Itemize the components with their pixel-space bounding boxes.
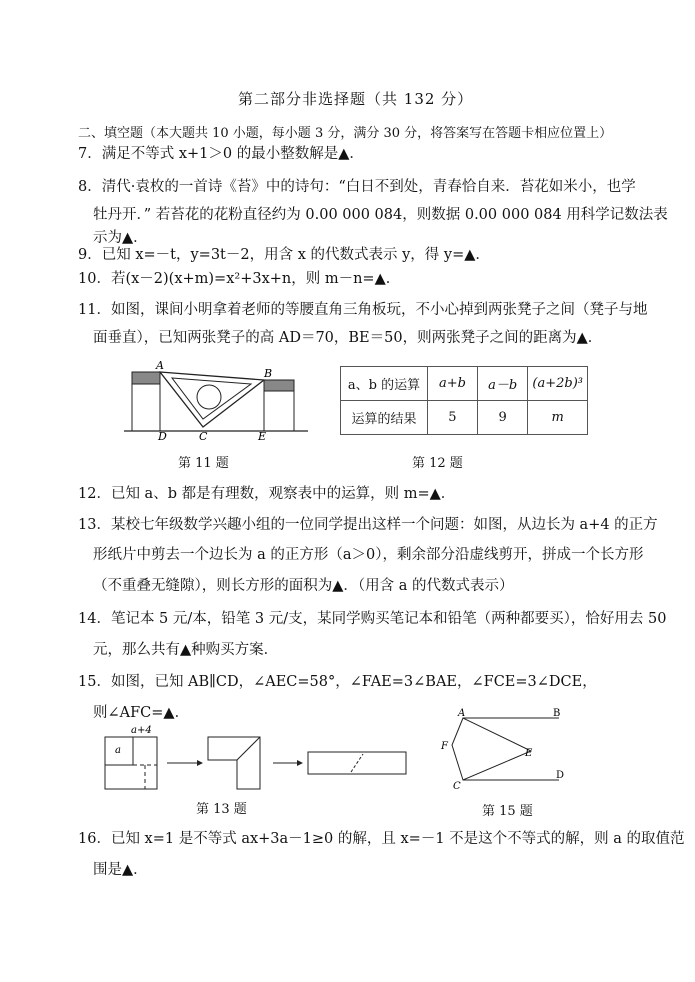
label-e: E xyxy=(258,430,267,443)
left-stool-seat xyxy=(132,372,160,384)
label-c: C xyxy=(453,781,461,792)
question-11-line-1: 11．如图，课间小明拿着老师的等腰直角三角板玩，不小心掉到两张凳子之间（凳子与地 xyxy=(78,302,648,318)
question-7: 7．满足不等式 x+1＞0 的最小整数解是▲． xyxy=(78,146,364,162)
label-a: A xyxy=(458,708,466,719)
question-16-line-1: 16．已知 x=1 是不等式 ax+3a－1≥0 的解，且 x=－1 不是这个不等式的解，则 a 的取值范 xyxy=(78,831,685,847)
label-b: B xyxy=(264,367,273,380)
question-14-line-2: 元，那么共有▲种购买方案． xyxy=(93,642,279,658)
triangle-abc xyxy=(160,372,264,427)
question-8-line-1: 8．清代·袁枚的一首诗《苔》中的诗句：“白日不到处，青春恰自来．苔花如米小，也学 xyxy=(78,179,636,195)
question-16-line-2: 围是▲． xyxy=(93,862,148,878)
figure-13-caption: 第 13 题 xyxy=(196,802,247,817)
section-title: 第二部分非选择题（共 132 分） xyxy=(238,90,474,108)
table-cell: (a+2b)³ xyxy=(528,367,588,401)
label-f: F xyxy=(441,741,448,752)
question-11-line-2: 面垂直），已知两张凳子的高 AD＝70，BE＝50，则两张凳子之间的距离为▲． xyxy=(93,330,603,346)
table-cell: a+b xyxy=(428,367,478,401)
question-15-line-2: 则∠AFC=▲． xyxy=(93,705,190,721)
figure-11-caption: 第 11 题 xyxy=(178,456,229,471)
table-cell: 5 xyxy=(428,401,478,435)
figure-12-table xyxy=(340,366,588,435)
outer-square xyxy=(105,737,157,789)
figure-15-parallel-lines xyxy=(435,705,575,793)
l-shape-diagonal xyxy=(237,737,260,760)
question-12: 12．已知 a、b 都是有理数，观察表中的运算，则 m=▲． xyxy=(78,486,456,502)
outer-side-label: a+4 xyxy=(131,725,152,736)
table-cell: a、b 的运算 xyxy=(341,367,428,401)
question-13-line-3: （不重叠无缝隙），则长方形的面积为▲．（用含 a 的代数式表示） xyxy=(93,578,514,594)
table-row xyxy=(341,401,588,435)
inner-side-label: a xyxy=(115,745,121,756)
figure-12-caption: 第 12 题 xyxy=(412,456,463,471)
question-9: 9．已知 x=－t，y=3t－2，用含 x 的代数式表示 y，得 y=▲． xyxy=(78,247,490,263)
question-13-line-2: 形纸片中剪去一个边长为 a 的正方形（a＞0），剩余部分沿虚线剪开，拼成一个长方形 xyxy=(93,547,644,563)
question-10: 10．若(x－2)(x+m)=x²+3x+n，则 m－n=▲． xyxy=(78,271,401,287)
question-8-line-2: 牡丹开．” 若苔花的花粉直径约为 0.00 000 084，则数据 0.00 000 084 用科学记数法表 xyxy=(93,207,668,223)
label-e: E xyxy=(525,748,533,759)
question-14-line-1: 14．笔记本 5 元/本，铅笔 3 元/支，某同学购买笔记本和铅笔（两种都要买），恰好用去 50 xyxy=(78,611,667,627)
question-13-line-1: 13．某校七年级数学兴趣小组的一位同学提出这样一个问题：如图，从边长为 a+4 的正方 xyxy=(78,517,658,533)
table-cell: 运算的结果 xyxy=(341,401,428,435)
quadrilateral-afce xyxy=(452,718,531,780)
arrow-head-2 xyxy=(297,760,303,766)
arrow-head-1 xyxy=(197,760,203,766)
right-stool-seat xyxy=(264,380,294,391)
question-15-line-1: 15．如图，已知 AB∥CD，∠AEC=58°，∠FAE=3∠BAE，∠FCE=3∠DCE， xyxy=(78,674,597,690)
result-cut-line xyxy=(351,754,363,772)
figure-13-square-rearrangement xyxy=(95,720,415,795)
table-cell: m xyxy=(528,401,588,435)
label-c: C xyxy=(199,430,208,443)
label-d: D xyxy=(158,430,167,443)
table-cell: a－b xyxy=(477,367,528,401)
label-b: B xyxy=(553,708,561,719)
table-cell: 9 xyxy=(477,401,528,435)
question-8-line-3: 示为▲． xyxy=(93,230,148,246)
part-header: 二、填空题（本大题共 10 小题，每小题 3 分，满分 30 分，将答案写在答题卡相应位置上） xyxy=(78,126,613,141)
figure-15-caption: 第 15 题 xyxy=(482,804,533,819)
label-a: A xyxy=(156,359,164,372)
table-row xyxy=(341,367,588,401)
figure-11-stools-triangle xyxy=(120,358,310,443)
triangle-hole xyxy=(197,385,221,409)
label-d: D xyxy=(556,770,565,781)
